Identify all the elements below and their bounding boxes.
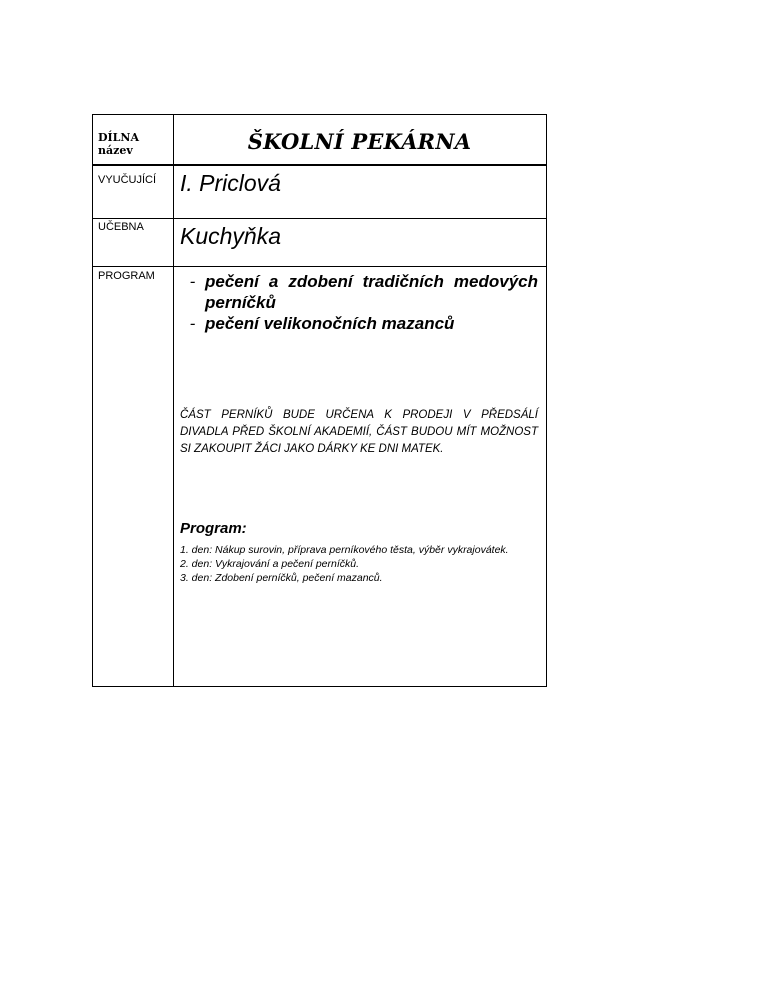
list-item: - pečení a zdobení tradičních medových perníčků [189,272,538,312]
program-heading: Program: [180,520,247,537]
label-dilna-text: DÍLNA [98,131,140,144]
label-vyucujici: VYUČUJÍCÍ [98,174,157,186]
classroom-name: Kuchyňka [180,223,282,249]
label-nazev-text: název [98,144,133,157]
row-divider [93,266,546,267]
label-dilna [98,131,139,157]
workshop-title: ŠKOLNÍ PEKÁRNA [247,129,472,154]
day-2: 2. den: Vykrajování a pečení perníčků. [180,558,360,570]
teacher-name: I. Priclová [180,170,281,196]
row-divider [93,218,546,219]
sale-notice: ČÁST PERNÍKŮ BUDE URČENA K PRODEJI V PŘEDSÁLÍ DIVADLA PŘED ŠKOLNÍ AKADEMIÍ, ČÁST BUDOU MÍT MOŽNOST SI ZAKOUPIT ŽÁCI JAKO DÁRKY KE DNI MATEK. [180,409,538,455]
program-item-2: pečení velikonočních mazanců [205,314,455,333]
label-program: PROGRAM [98,270,155,282]
day-3: 3. den: Zdobení perníčků, pečení mazanců. [180,572,383,584]
workshop-form [92,114,547,687]
row-divider [93,164,546,166]
program-list [180,271,538,334]
list-item: - pečení velikonočních mazanců [180,313,538,334]
day-1: 1. den: Nákup surovin, příprava perníkového těsta, výběr vykrajovátek. [180,544,509,556]
label-ucebna: UČEBNA [98,221,144,233]
program-item-1: pečení a zdobení tradičních medových perníčků [205,272,538,312]
day-schedule [180,543,538,585]
column-divider [173,115,174,686]
